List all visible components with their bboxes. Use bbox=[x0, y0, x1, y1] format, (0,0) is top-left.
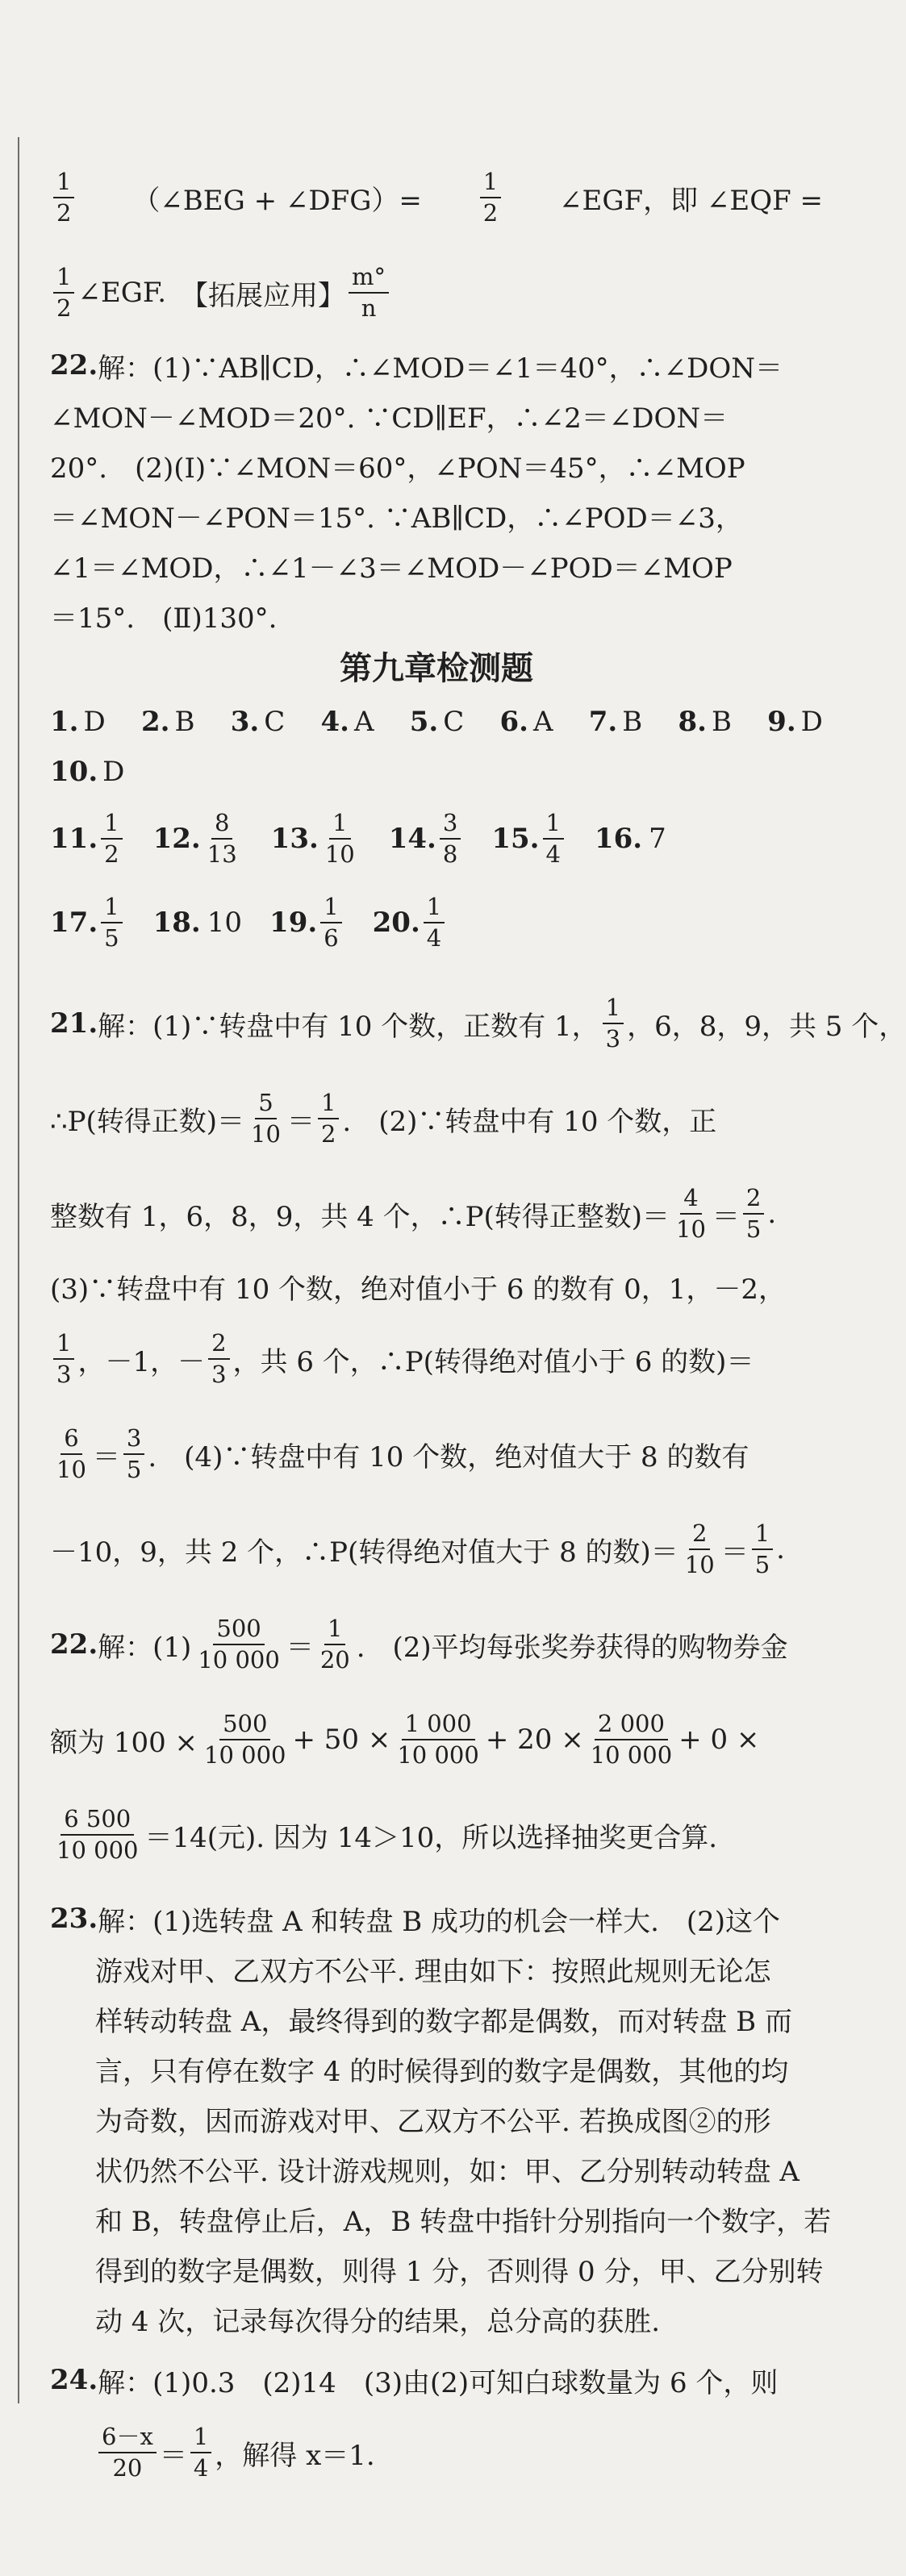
text-line: ＝∠MON－∠PON＝15°. ∵AB∥CD，∴∠POD＝∠3， bbox=[50, 502, 743, 535]
fraction: $\frac{1}{5}$ bbox=[752, 1521, 773, 1578]
question-number: 21. bbox=[50, 1007, 98, 1040]
fraction: $\frac{1}{6}$ bbox=[320, 894, 341, 952]
fraction: $\frac{8}{13}$ bbox=[207, 808, 237, 868]
fraction: $\frac{1 000}{10 000}$ bbox=[397, 1709, 479, 1769]
fraction: $\frac{1}{3}$ bbox=[603, 995, 624, 1052]
fraction: $\frac{1}{2}$ bbox=[318, 1090, 339, 1148]
text-segment: 解：(1)∵AB∥CD，∴∠MOD＝∠1＝40°，∴∠DON＝ bbox=[98, 352, 783, 385]
text-line: 20°. (2)(Ⅰ)∵∠MON＝60°，∠PON＝45°，∴∠MOP bbox=[50, 452, 745, 485]
answer-row bbox=[50, 697, 823, 747]
text-line: 言，只有停在数字 4 的时候得到的数字是偶数，其他的均 bbox=[95, 2055, 789, 2088]
text-line: 为奇数，因而游戏对甲、乙双方不公平. 若换成图②的形 bbox=[95, 2105, 771, 2138]
fraction: $\frac{3}{8}$ bbox=[440, 811, 461, 868]
chapter-title: 第九章检测题 bbox=[340, 650, 533, 687]
fraction: $\frac{6}{10}$ bbox=[56, 1423, 86, 1483]
fraction: $\frac{1}{10}$ bbox=[324, 808, 355, 868]
text-line: －10，9，共 2 个，∴P(转得绝对值大于 8 的数)＝ $\frac{2}{10}$ ＝ $\frac{1}{5}$ . bbox=[50, 1519, 785, 1578]
fraction: $\frac{1}{4}$ bbox=[424, 894, 445, 952]
choice-answer: 4. A bbox=[320, 706, 374, 738]
choice-answer: 3. C bbox=[230, 706, 286, 738]
text-line: 22. 解：(1) $\frac{500}{10 000}$ ＝ $\frac{1}{20}$ . (2)平均每张奖券获得的购物券金 bbox=[50, 1614, 788, 1674]
text-line: 得到的数字是偶数，则得 1 分，否则得 0 分，甲、乙分别转 bbox=[95, 2255, 824, 2288]
choice-answer: 7. B bbox=[588, 706, 643, 738]
question-number: 22. bbox=[50, 349, 98, 381]
choice-answer: 10. D bbox=[50, 756, 125, 788]
question-number: 22. bbox=[50, 1628, 98, 1661]
margin-rule bbox=[18, 137, 19, 2403]
fraction: $\frac{2}{10}$ bbox=[684, 1519, 715, 1578]
text-line bbox=[50, 245, 823, 340]
choice-answer: 6. A bbox=[499, 706, 553, 738]
text-line: 额为 100 × $\frac{500}{10 000}$ + 50 × $\frac{1 000}{10 000}$ + 20 × $\frac{2 000}{10 000}$ + 0 × bbox=[50, 1709, 760, 1769]
text-line: ＝15°. (Ⅱ)130°. bbox=[50, 602, 278, 635]
choice-answer: 1. D bbox=[50, 706, 106, 738]
text-line: $\frac{1}{3}$ ，－1，－ $\frac{2}{3}$ ，共 6 个，∴P(转得绝对值小于 6 的数)＝ bbox=[50, 1311, 823, 1407]
fraction: $\frac{1}{2}$ bbox=[101, 811, 122, 868]
text-line: 状仍然不公平. 设计游戏规则，如：甲、乙分别转动转盘 A bbox=[95, 2155, 800, 2188]
choice-answer: 5. C bbox=[409, 706, 465, 738]
choice-answer: 9. D bbox=[767, 706, 823, 738]
fraction: $\frac{2}{3}$ bbox=[208, 1331, 229, 1388]
choice-answer: 2. B bbox=[140, 706, 195, 738]
fraction: $\frac{5}{10}$ bbox=[251, 1088, 281, 1148]
fraction: $\frac{1}{2}$ bbox=[53, 265, 74, 322]
fraction: $\frac{2 000}{10 000}$ bbox=[590, 1709, 673, 1769]
text-line: ∠MON－∠MOD＝20°. ∵CD∥EF，∴∠2＝∠DON＝ bbox=[50, 402, 729, 435]
text-line: 23. 解：(1)选转盘 A 和转盘 B 成功的机会一样大. (2)这个 bbox=[50, 1903, 781, 1938]
fraction: $\frac{1}{2}$ bbox=[53, 169, 74, 227]
question-number: 23. bbox=[50, 1903, 98, 1935]
text-line: 24. 解：(1)0.3 (2)14 (3)由(2)可知白球数量为 6 个，则 bbox=[50, 2364, 779, 2399]
text-line: ∠1＝∠MOD，∴∠1－∠3＝∠MOD－∠POD＝∠MOP bbox=[50, 552, 733, 585]
text-line: (3)∵转盘中有 10 个数，绝对值小于 6 的数有 0，1，－2， bbox=[50, 1273, 786, 1306]
fraction: $\frac{1}{3}$ bbox=[53, 1331, 74, 1388]
question-number: 24. bbox=[50, 2364, 98, 2396]
fraction: $\frac{1}{2}$ bbox=[480, 169, 501, 227]
answer-row: 17. $\frac{1}{5}$ 18. 10 19. $\frac{1}{6}$ 20. $\frac{1}{4}$ bbox=[50, 881, 823, 965]
fraction: $\frac{m^\circ}{n}$ bbox=[349, 265, 389, 322]
fraction: $\frac{2}{5}$ bbox=[743, 1186, 764, 1243]
text-segment: （∠BEG + ∠DFG）= bbox=[132, 184, 422, 217]
section-label: 【拓展应用】 bbox=[181, 279, 346, 312]
text-line: 21. 解：(1)∵转盘中有 10 个数，正数有 1， $\frac{1}{3}$ ，6，8，9，共 5 个， bbox=[50, 993, 906, 1052]
text-line: 动 4 次，记录每次得分的结果，总分高的获胜. bbox=[95, 2305, 661, 2338]
fraction: $\frac{1}{4}$ bbox=[543, 811, 564, 868]
fraction: $\frac{500}{10 000}$ bbox=[204, 1709, 286, 1769]
fraction: $\frac{4}{10}$ bbox=[676, 1183, 706, 1243]
fraction: $\frac{6-x}{20}$ bbox=[98, 2424, 157, 2482]
text-segment: ∠EGF，即 ∠EQF = bbox=[559, 184, 823, 217]
fraction: $\frac{1}{20}$ bbox=[319, 1614, 350, 1674]
text-line: 整数有 1，6，8，9，共 4 个，∴P(转得正整数)＝ $\frac{4}{10}$ ＝ $\frac{2}{5}$ . bbox=[50, 1183, 777, 1243]
text-line bbox=[50, 340, 823, 390]
text-line: 游戏对甲、乙双方不公平. 理由如下：按照此规则无论怎 bbox=[95, 1955, 771, 1988]
text-line: $\frac{6-x}{20}$ ＝ $\frac{1}{4}$ ，解得 x＝1. bbox=[50, 2405, 823, 2500]
text-line bbox=[50, 150, 823, 245]
fraction: $\frac{3}{5}$ bbox=[123, 1426, 144, 1483]
text-segment: ∠EGF. bbox=[77, 277, 167, 309]
fraction: $\frac{1}{4}$ bbox=[190, 2424, 211, 2482]
answer-row: 11. $\frac{1}{2}$ 12. $\frac{8}{13}$ 13. $\frac{1}{10}$ 14. $\frac{3}{8}$ 15. $\frac{1}{4}$ 16. 7 bbox=[50, 808, 666, 868]
choice-answer: 8. B bbox=[678, 706, 732, 738]
text-line: $\frac{6 500}{10 000}$ ＝14(元). 因为 14＞10，所以选择抽奖更合算. bbox=[50, 1787, 823, 1882]
answer-row bbox=[50, 747, 823, 797]
text-line: 和 B，转盘停止后，A，B 转盘中指针分别指向一个数字，若 bbox=[95, 2205, 832, 2238]
fraction: $\frac{500}{10 000}$ bbox=[198, 1614, 280, 1674]
fraction: $\frac{1}{5}$ bbox=[101, 894, 122, 952]
fraction: $\frac{6 500}{10 000}$ bbox=[56, 1804, 139, 1864]
text-line: 样转动转盘 A，最终得到的数字都是偶数，而对转盘 B 而 bbox=[95, 2005, 792, 2038]
answer-content bbox=[50, 150, 906, 2500]
text-line: $\frac{6}{10}$ ＝ $\frac{3}{5}$ . (4)∵转盘中有 10 个数，绝对值大于 8 的数有 bbox=[50, 1407, 823, 1502]
text-line: ∴P(转得正数)＝ $\frac{5}{10}$ ＝ $\frac{1}{2}$ . (2)∵转盘中有 10 个数，正 bbox=[50, 1088, 717, 1148]
